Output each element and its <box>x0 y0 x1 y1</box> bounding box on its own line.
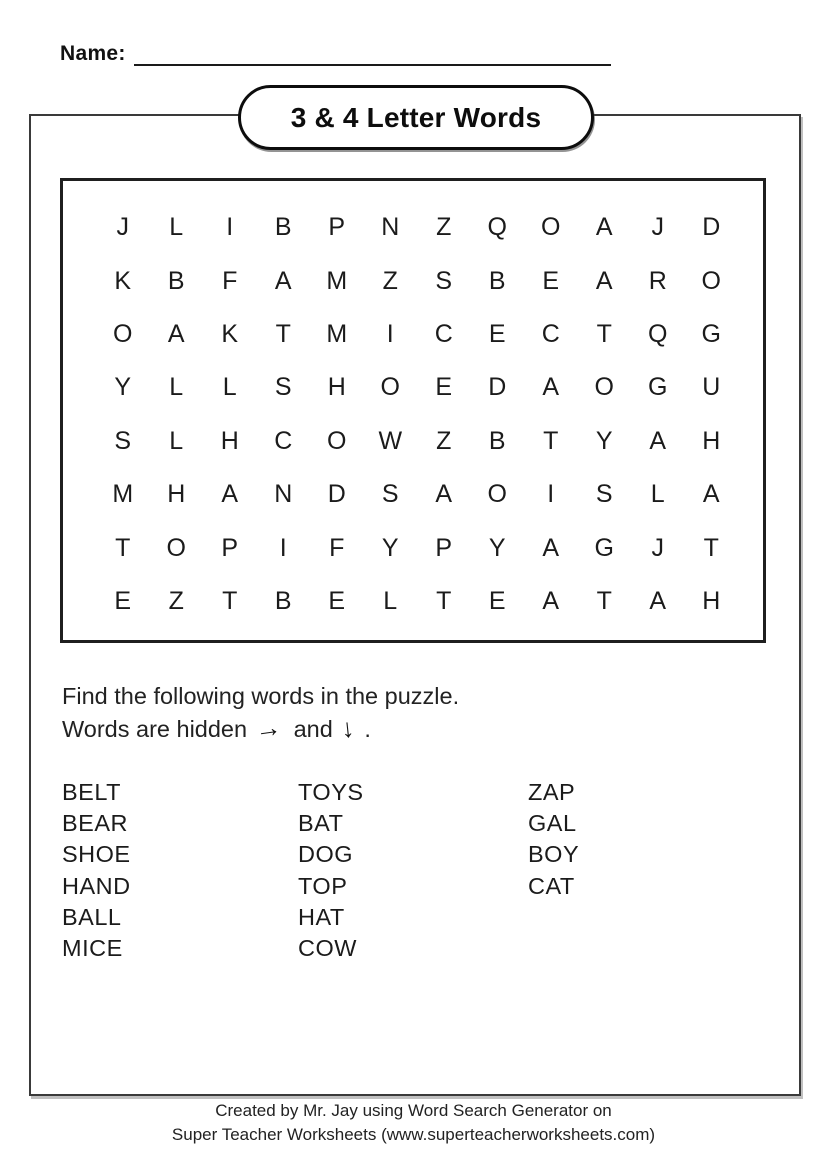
grid-letter: L <box>169 213 184 242</box>
grid-letter: W <box>378 426 403 455</box>
grid-letter: O <box>541 213 561 242</box>
grid-letter: E <box>488 586 506 615</box>
grid-letter: A <box>649 426 667 455</box>
instructions-line-2-prefix: Words are hidden <box>62 716 248 742</box>
grid-letter: F <box>329 533 345 562</box>
grid-letter: P <box>328 213 346 242</box>
grid-letter: O <box>166 533 186 562</box>
grid-letter: K <box>221 319 239 348</box>
grid-letter: I <box>279 533 287 562</box>
grid-letter: B <box>488 266 506 295</box>
grid-letter: H <box>327 373 346 402</box>
grid-letter: J <box>651 533 664 562</box>
grid-letter: H <box>220 426 239 455</box>
right-arrow-icon: → <box>253 711 284 745</box>
grid-letter: C <box>434 319 453 348</box>
grid-letter: Y <box>488 533 506 562</box>
grid-letter: A <box>435 480 453 509</box>
grid-letter: A <box>542 373 560 402</box>
word-item: HAND <box>62 872 131 899</box>
word-item: HAT <box>298 903 345 930</box>
grid-letter: T <box>596 586 612 615</box>
grid-letter: B <box>274 586 292 615</box>
word-item: ZAP <box>528 779 576 805</box>
word-item: BELT <box>62 779 122 805</box>
instructions <box>62 680 459 745</box>
grid-letter: L <box>169 373 184 402</box>
instructions-line-1: Find the following words in the puzzle. <box>62 683 460 709</box>
grid-letter: J <box>651 213 664 242</box>
name-label: Name: <box>60 42 126 65</box>
grid-letter: O <box>487 480 507 509</box>
grid-letter: A <box>542 586 560 615</box>
down-arrow-icon: ↓ <box>339 712 356 744</box>
grid-letter: L <box>383 586 398 615</box>
grid-letter: Z <box>436 426 452 455</box>
grid-letter: M <box>326 319 348 348</box>
instructions-period: . <box>364 716 371 742</box>
word-list <box>0 777 827 962</box>
word-item: BEAR <box>62 810 128 837</box>
word-item: TOP <box>298 872 348 899</box>
word-item: TOYS <box>298 779 364 805</box>
grid-letter: M <box>326 266 348 295</box>
word-list-column-3 <box>528 777 579 902</box>
word-item: MICE <box>62 935 123 962</box>
grid-letter: B <box>274 213 292 242</box>
grid-letter: Q <box>648 319 668 348</box>
word-item: SHOE <box>62 841 131 868</box>
grid-letter: D <box>488 373 507 402</box>
grid-letter: D <box>327 480 346 509</box>
grid-letter: Q <box>487 213 507 242</box>
footer-line-1: Created by Mr. Jay using Word Search Generator on <box>215 1101 612 1120</box>
footer-credit <box>0 1099 827 1146</box>
grid-letter: I <box>226 213 234 242</box>
grid-letter: O <box>327 426 347 455</box>
grid-letter: T <box>436 586 452 615</box>
grid-letter: E <box>542 266 560 295</box>
grid-letter: I <box>386 319 394 348</box>
grid-letter: S <box>381 480 399 509</box>
grid-letter: A <box>649 586 667 615</box>
grid-letter: H <box>702 586 721 615</box>
word-item: DOG <box>298 841 354 868</box>
grid-letter: Z <box>436 213 452 242</box>
grid-letter: T <box>115 533 131 562</box>
grid-letter: O <box>701 266 721 295</box>
word-item: BAT <box>298 810 344 837</box>
grid-letter: N <box>274 480 293 509</box>
grid-letter: F <box>222 266 238 295</box>
grid-letter: R <box>648 266 667 295</box>
word-item: CAT <box>528 872 575 899</box>
word-item: BALL <box>62 903 122 930</box>
grid-letter: S <box>114 426 132 455</box>
word-list-column-2 <box>298 777 364 964</box>
footer-line-2: Super Teacher Worksheets (www.superteacherworksheets.com) <box>171 1124 656 1144</box>
grid-letter: T <box>543 426 559 455</box>
grid-letter: Z <box>168 586 184 615</box>
grid-letter: A <box>542 533 560 562</box>
grid-letter: U <box>702 373 721 402</box>
name-blank-line <box>134 44 611 66</box>
grid-letter: T <box>275 319 291 348</box>
title-pill <box>238 85 594 150</box>
grid-letter: B <box>167 266 185 295</box>
grid-letter: T <box>703 533 719 562</box>
grid-letter: L <box>169 426 184 455</box>
puzzle-box <box>60 178 766 643</box>
grid-letter: A <box>595 213 613 242</box>
grid-letter: I <box>547 480 555 509</box>
grid-letter: Y <box>114 373 132 402</box>
grid-letter: P <box>221 533 239 562</box>
grid-letter: A <box>595 266 613 295</box>
grid-letter: H <box>167 480 186 509</box>
grid-letter: T <box>222 586 238 615</box>
grid-letter: O <box>113 319 133 348</box>
grid-letter: M <box>112 480 134 509</box>
grid-letter: O <box>594 373 614 402</box>
word-item: COW <box>298 935 357 962</box>
grid-letter: Y <box>381 533 399 562</box>
grid-letter: N <box>381 213 400 242</box>
grid-letter: A <box>221 480 239 509</box>
grid-letter: S <box>274 373 292 402</box>
grid-letter: O <box>380 373 400 402</box>
grid-letter: E <box>328 586 346 615</box>
letter-grid <box>96 201 763 628</box>
grid-letter: A <box>702 480 720 509</box>
grid-letter: D <box>702 213 721 242</box>
word-item: GAL <box>528 810 577 837</box>
name-row <box>60 42 611 66</box>
grid-letter: G <box>701 319 721 348</box>
instructions-line-2 <box>62 712 459 745</box>
grid-letter: C <box>274 426 293 455</box>
word-item: BOY <box>528 841 580 868</box>
grid-letter: Z <box>382 266 398 295</box>
grid-letter: E <box>488 319 506 348</box>
grid-letter: G <box>594 533 614 562</box>
grid-letter: G <box>648 373 668 402</box>
grid-letter: A <box>274 266 292 295</box>
grid-letter: B <box>488 426 506 455</box>
word-list-column-1 <box>62 777 131 964</box>
page-title: 3 & 4 Letter Words <box>290 101 542 133</box>
grid-letter: C <box>541 319 560 348</box>
grid-letter: J <box>116 213 129 242</box>
grid-letter: S <box>435 266 453 295</box>
grid-letter: E <box>114 586 132 615</box>
grid-letter: E <box>435 373 453 402</box>
grid-letter: A <box>167 319 185 348</box>
instructions-conjunction: and <box>293 716 333 742</box>
grid-letter: H <box>702 426 721 455</box>
grid-letter: L <box>650 480 665 509</box>
grid-letter: P <box>435 533 453 562</box>
grid-letter: S <box>595 480 613 509</box>
grid-letter: Y <box>595 426 613 455</box>
grid-letter: T <box>596 319 612 348</box>
grid-letter: K <box>114 266 132 295</box>
grid-letter: L <box>222 373 237 402</box>
